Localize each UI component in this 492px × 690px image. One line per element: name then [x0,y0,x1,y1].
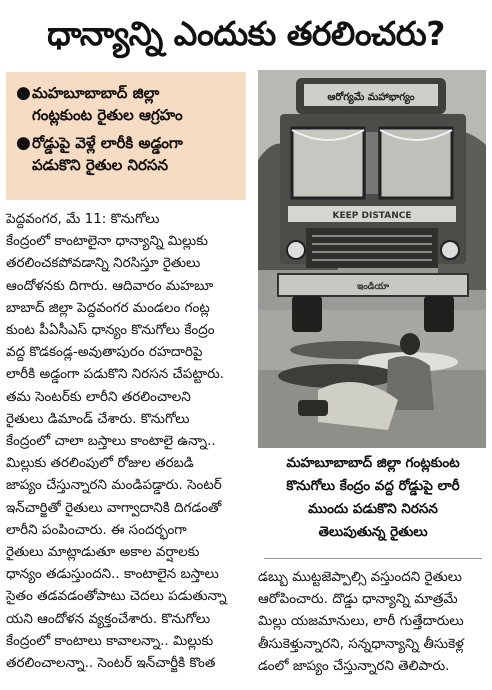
bullet-icon: ● [16,133,31,153]
body-line: తరలించకపోవడాన్ని నిరసిస్తూ రైతులు [6,255,201,272]
truck-banner-text: KEEP DISTANCE [332,211,412,221]
truck-bumper-text: ఇండియా [357,282,389,292]
body-line: వద్ద కొడకండ్ల-అవుతాపురం రహదారిపై [6,344,203,361]
body-line: మిల్లు యజమానులు, లారీ గుత్తేదారులు [258,613,464,630]
bullet-icon: ● [16,83,31,103]
caption-line: మహబూబాబాద్ జిల్లా గంట్లకుంట [286,455,460,471]
body-line: లారీకి అడ్డంగా పడుకొని నిరసన చేపట్టారు. [6,366,225,383]
body-line: కుంట పీఏసీఎస్ ధాన్యం కొనుగోలు కేంద్రం [6,322,215,339]
caption-line: ముందు పడుకొని నిరసన [308,501,438,517]
body-line: రైతులు డిమాండ్ చేశారు. కొనుగోలు [6,410,190,427]
article-body-right [258,566,486,677]
body-line: డబ్బు ముట్టజెప్పాల్సి వస్తుందని రైతులు [258,569,462,585]
body-line: జాప్యం చేస్తున్నారని మండిపడ్డారు. సెంటర్ [6,477,222,494]
summary-point-1 [14,82,238,126]
body-line: బాబాద్ జిల్లా పెద్దవంగర మండలం గంట్ల [6,299,210,316]
article-body-left [6,208,252,674]
truck-photo-illustration [258,70,486,448]
body-line: ఆరోపించారు. దొడ్డు ధాన్యాన్ని మాత్రమే [258,591,458,608]
body-line: ఆందోళనకు దిగారు. ఆదివారం మహబూ [6,277,214,294]
summary-line: గంట్లకుంట రైతుల ఆగ్రహం [32,106,183,124]
body-line: మిల్లుకు తరలింపులో రోజుల తరబడి [6,455,194,472]
news-photo [258,70,486,448]
caption-divider [264,558,482,559]
body-line: కేంద్రంలో కాంటాలైనా ధాన్యాన్ని మిల్లుకు [6,233,208,250]
body-line: పెద్దవంగర, మే 11: కొనుగోలు [6,211,160,227]
body-line: సైతం తడవడంతోపాటు చెదలు పడుతున్నా [6,588,227,605]
body-line: ఇన్‌చార్జితో రైతులు వాగ్వాదానికి దిగడంతో [6,499,222,516]
summary-line: రోడ్డుపై వెళ్లే లారీకి అడ్డంగా [32,134,183,152]
caption-line: కొనుగోలు కేంద్రం వద్ద రోడ్డుపై లారీ [286,478,460,494]
body-line: తీసుకెళ్తున్నారని, సన్నధాన్యాన్ని తీసుకెళ్ల [258,635,464,652]
headline: ధాన్యాన్ని ఎందుకు తరలించరు? [47,14,445,53]
body-line: ధాన్యం తడుస్తుందని.. కాంటాలైన బస్తాలు [6,566,219,583]
photo-caption [262,452,484,556]
body-line: లారీని పంపించారు. ఈ సందర్భంగా [6,521,187,538]
truck-top-text: ఆరోగ్యమే మహాభాగ్యం [327,92,415,103]
body-line: రైతులు మాట్లాడుతూ అకాల వర్షాలకు [6,544,200,561]
caption-line: తెలుపుతున్న రైతులు [318,524,428,540]
body-line: కేంద్రంలో కాంటాలు కావాలన్నా.. మిల్లుకు [6,632,214,649]
body-line: తమ సెంటర్‌కు లారీని తరలించాలని [6,388,191,405]
summary-line: మహబూబాబాద్ జిల్లా [32,84,160,102]
summary-point-2 [14,132,238,176]
body-line: తరలించాలన్నా.. సెంటర్ ఇన్‌చార్జీకి కొంత [6,655,216,672]
summary-box [6,72,246,200]
body-line: డంలో జాప్యం చేస్తున్నారని తెలిపారు. [258,657,450,674]
body-line: యని ఆందోళన వ్యక్తంచేశారు. కొనుగోలు [6,610,211,627]
summary-line: పడుకొని రైతుల నిరసన [32,156,169,174]
body-line: కేంద్రంలో చాలా బస్తాలు కాంటాలై ఉన్నా.. [6,433,216,450]
